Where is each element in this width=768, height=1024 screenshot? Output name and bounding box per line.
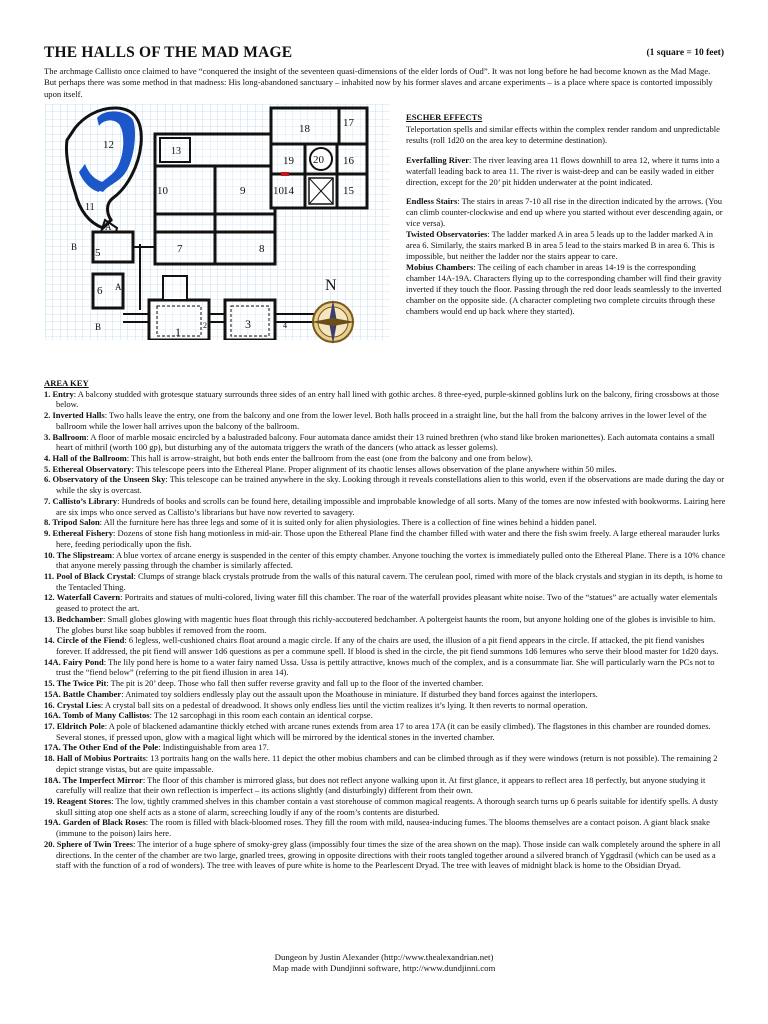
area-key-entry xyxy=(44,635,728,656)
area-key-entry xyxy=(44,742,728,753)
area-key-entry-name: 2. Inverted Halls xyxy=(44,410,105,421)
area-key-entry-name: 6. Observatory of the Unseen Sky xyxy=(44,474,166,485)
map-label-4: 4 xyxy=(283,321,287,330)
area-key-entry-text: : A floor of marble mosaic encircled by a balustraded balcony. Four automata dance amidst their 13 ruined brethren (who stand like broken marionettes). Each automata contains a small heart of mithril (worth 100 gp), but disturbing any of the automata triggers the wrath of the dancers (who attack as lesser golems). xyxy=(56,431,715,453)
room-7 xyxy=(155,232,215,264)
map-label-5: 5 xyxy=(95,247,101,259)
area-key-entry-text: : Dozens of stone fish hang motionless in mid-air. Those upon the Ethereal Plane find the chamber filled with water and there the fish swim freely. A large ethereal marauder lurks here, feeding periodically upon the fish. xyxy=(56,528,720,549)
area-key-entry-name: 15A. Battle Chamber xyxy=(44,688,122,699)
area-key-entry-text: : A blue vortex of arcane energy is suspended in the center of this empty chamber. Anyone touching the vortex is immediately pulled onto the Ethereal Plane. There is a 10% chance that anyone merely passing through the chamber is similarly affected. xyxy=(56,549,726,571)
area-key-entry-text: : This telescope peers into the Ethereal Plane. Proper alignment of its chaotic lenses allows observation of the plane anywhere within 50 miles. xyxy=(131,463,617,474)
area-key-entry xyxy=(44,432,728,453)
page-title: THE HALLS OF THE MAD MAGE xyxy=(44,44,293,61)
area-key-entry-name: 3. Ballroom xyxy=(44,431,87,442)
area-key-entry-name: 5. Ethereal Observatory xyxy=(44,463,132,474)
escher-item-endless-stairs: Endless Stairs: The stairs in areas 7-10 all rise in the direction indicated by the arrows. (You can climb counter-clockwise and end up where you started without ever descending again, or vice versa). xyxy=(406,196,723,229)
area-key-entry-text: : Hundreds of books and scrolls can be found here, detailing impossible and improbable knowledge of all sorts. Many of the tomes are now infested with bookworms. Lairing here are six imps who once served as Callisto’s librarians but have now reverted to savagery. xyxy=(56,495,726,517)
area-key-entry-name: 18A. The Imperfect Mirror xyxy=(44,774,143,785)
area-key-entry-text: : This hall is arrow-straight, but both ends enter the ballroom from the east (one from the balcony and one from below). xyxy=(126,453,533,464)
map-label-19: 19 xyxy=(283,155,294,167)
area-key-entry-text: : The interior of a huge sphere of smoky-grey glass (impossibly four times the size of the area shown on the map). Those inside can walk completely around the sphere in all directions. In the center of the chamber are two large, gnarled trees, growing in opposite directions with their roots tangled together around a silvered branch of Yggdrasil (which can be used as a staff with the function of a rod of wonders). The tree with leaves of pure white is home to the Pearlescent Dryad. The tree with leaves of midnight black is home to the Obsidian Dryad. xyxy=(56,838,721,871)
map-label-9: 9 xyxy=(240,185,246,197)
area-key-entry xyxy=(44,592,728,613)
area-key-entry xyxy=(44,453,728,464)
area-key-entry xyxy=(44,464,728,475)
area-key-entry-text: : The 12 sarcophagi in this room each contain an identical corpse. xyxy=(149,710,373,721)
area-key-entry-text: : The pit is 20’ deep. Those who fall then suffer reverse gravity and fall up to the floor of the inverted chamber. xyxy=(106,678,484,689)
map-label-15: 15 xyxy=(343,185,354,197)
area-key-section xyxy=(44,378,728,871)
area-key-entry-text: : Small globes glowing with magentic hues float through this richly-accoutered bedchamber. A poltergeist haunts the room, but anyone holding one of the globes is invisible to him. The globes burst like soap bubbles if removed from the room. xyxy=(56,613,716,635)
map-label-b-5: B xyxy=(71,242,78,252)
area-key-entry-text: : Two halls leave the entry, one from the balcony and one from the lower level. Both halls proceed in a straight line, but the hall from the balcony arrives in the lower level of the ballroom while the lower hall arrives upon the balcony of the ballroom. xyxy=(56,410,707,431)
area-key-entry-text: : A balcony studded with grotesque statuary surrounds three sides of an entry hall lined with gothic arches. 8 three-eyed, purple-skinned goblins lurk on the balcony, firing crossbows at those below. xyxy=(56,388,720,410)
intro-paragraph: The archmage Callisto once claimed to have “conquered the insight of the seventeen quasi-dimensions of the elder lords of Oud”. It was not long before he had become known as the Mad Mage. But perhaps there was some method in that madness: His long-abandoned sanctuary – inhabited now by his former slaves and arcane experiments – is a place where space is contorted impossibly upon itself. xyxy=(44,66,713,99)
area-key-entry xyxy=(44,796,728,817)
map-label-11: 11 xyxy=(85,202,95,213)
map-label-14: 14 xyxy=(283,185,294,197)
area-key-entry-name: 17. Eldritch Pole xyxy=(44,721,105,731)
area-key-entry-name: 10. The Slipstream xyxy=(44,549,112,560)
area-key-entry-name: 16A. Tomb of Many Callistos xyxy=(44,710,150,721)
area-key-heading: AREA KEY xyxy=(44,378,89,388)
area-key-entry-name: 8. Tripod Salon xyxy=(44,517,100,528)
area-key-entry-name: 1. Entry xyxy=(44,388,74,399)
map-scale: (1 square = 10 feet) xyxy=(646,48,724,58)
page-footer xyxy=(44,952,724,974)
footer-credit-map: Map made with Dundjinni software, http://www.dundjinni.com xyxy=(272,963,496,974)
footer-credit-dungeon: Dungeon by Justin Alexander (http://www.thealexandrian.net) xyxy=(274,952,494,962)
room-8 xyxy=(215,232,275,264)
area-key-entry xyxy=(44,517,728,528)
map-label-6: 6 xyxy=(97,285,103,297)
area-key-entry xyxy=(44,753,728,774)
area-key-entry-text: : Portraits and statues of multi-colored, living water fill this chamber. The roar of the waterfall provides pleasant white noise. Two of the “statues” are actually water elementals geased to protect the art. xyxy=(56,592,718,614)
area-key-entry xyxy=(44,700,728,711)
escher-item-twisted-observatories: Twisted Observatories: The ladder marked A in area 5 leads up to the ladder marked A in area 6. Similarly, the stairs marked B in area 5 lead to the stairs marked B in area 6. This is impossible, but neither the ladder nor the stairs appear to care. xyxy=(406,229,715,261)
compass-north-letter: N xyxy=(325,277,337,294)
map-label-2: 2 xyxy=(203,321,207,330)
area-key-entry-text: : The low, tightly crammed shelves in this chamber contain a vast storehouse of common magical reagents. A thorough search turns up 6 pearls suitable for identify spells. A dusty skull sitting atop one shelf acts as a stone of alarm, screeching loudly if any of the room’s contents are disturbed. xyxy=(56,796,719,817)
area-key-entry-name: 18. Hall of Mobius Portraits xyxy=(44,753,146,764)
area-key-entry-name: 19. Reagent Stores xyxy=(44,796,112,807)
map-label-7: 7 xyxy=(177,243,183,255)
title-row xyxy=(44,44,724,64)
area-key-entry-text: : The lily pond here is home to a water fairy named Ussa. Ussa is pettily attractive, knows much of the complex, and is a consummate liar. She will particularly warn the PCs not to trust the “fiend below” (referring to the pit fiend illusion in area 14). xyxy=(56,656,715,678)
area-key-entry-text: : A pole of blackened adamantine thickly etched with arcane runes extends from area 17 to area 17A (it can be easily climbed). The flagstones in this chamber are rounded domes. Several stones, if pressed upon, glow with a magical light which will be mirrored by the identical stones in the inverted chamber. xyxy=(56,721,711,742)
area-key-entry-name: 9. Ethereal Fishery xyxy=(44,528,114,539)
area-key-list xyxy=(44,389,728,871)
map-label-12: 12 xyxy=(103,139,114,151)
area-key-entry-name: 14A. Fairy Pond xyxy=(44,656,104,667)
area-key-entry xyxy=(44,571,728,592)
escher-heading: ESCHER EFFECTS xyxy=(406,112,483,122)
area-key-entry-name: 11. Pool of Black Crystal xyxy=(44,570,134,581)
area-key-entry-text: : 13 portraits hang on the walls here. 11 depict the other mobius chambers and can be climbed through as if they were windows (return is not possible). The remaining 2 depict strange vistas, but are quite impassable. xyxy=(56,753,718,774)
area-key-entry-name: 7. Callisto’s Library xyxy=(44,495,118,506)
area-key-entry-name: 4. Hall of the Ballroom xyxy=(44,453,127,464)
area-key-entry xyxy=(44,389,728,410)
area-key-entry-text: : A crystal ball sits on a pedestal of dreadwood. It shows only endless lies until the victim realizes it’s lying. It then reverts to normal operation. xyxy=(100,699,588,710)
map-label-b-6: B xyxy=(95,322,102,332)
map-label-17: 17 xyxy=(343,117,354,129)
area-key-entry xyxy=(44,817,728,838)
area-key-entry xyxy=(44,614,728,635)
area-key-entry-name: 17A. The Other End of the Pole xyxy=(44,742,159,753)
area-key-entry-text: : All the furniture here has three legs and some of it is suited only for alien physiologies. There is a collection of fine wines behind a hidden panel. xyxy=(99,517,597,528)
map-label-a-5: A xyxy=(105,222,112,232)
map-label-20: 20 xyxy=(313,154,324,166)
area-key-entry xyxy=(44,775,728,796)
area-key-entry xyxy=(44,657,728,678)
compass-rose-icon xyxy=(307,276,359,348)
map-label-8: 8 xyxy=(259,243,265,255)
area-key-entry xyxy=(44,710,728,721)
area-key-entry-name: 13. Bedchamber xyxy=(44,613,104,624)
area-key-entry xyxy=(44,839,728,871)
area-key-entry-name: 19A. Garden of Black Roses xyxy=(44,817,146,828)
area-key-entry-text: : The room is filled with black-bloomed roses. They fill the room with mild, nausea-inducing fumes. The blooms themselves are a contact poison. A giant black snake (immune to the poison) lairs here. xyxy=(56,817,710,839)
area-key-entry xyxy=(44,410,728,431)
map-label-a-6: A xyxy=(115,282,122,292)
escher-intro: Teleportation spells and similar effects within the complex render random and unpredictable results (roll 1d20 on the area key to determine destination). xyxy=(406,123,720,145)
area-key-entry-name: 20. Sphere of Twin Trees xyxy=(44,838,134,849)
area-key-entry-name: 14. Circle of the Fiend xyxy=(44,635,125,646)
area-key-entry-name: 12. Waterfall Cavern xyxy=(44,592,121,603)
area-key-entry xyxy=(44,678,728,689)
area-key-entry-text: : Clumps of strange black crystals protrude from the walls of this natural cavern. The cerulean pool, rimed with more of the black crystals and stygian in its depth, is home to the Tentacled Thing. xyxy=(56,570,723,592)
escher-item-mobius-chambers: Mobius Chambers: The ceiling of each chamber in areas 14-19 is the corresponding chamber 14A-19A. Characters flying up to the corresponding chamber will find their gravity inverted if they touch the floor. Passing through the red door leads seamlessly to the inverted chamber on the opposite side. (A character completing two complete circuits through these chambers would end up back where they started). xyxy=(406,261,722,316)
area-key-entry-name: 15. The Twice Pit xyxy=(44,678,107,689)
map-label-10b: 10 xyxy=(273,185,284,197)
red-door xyxy=(281,172,289,176)
map-label-18: 18 xyxy=(299,123,310,135)
area-key-entry-text: : This telescope can be trained anywhere in the sky. Looking through it reveals constellations alien to this world, even if the observations are made during the day or while the sky is overcast. xyxy=(56,474,725,496)
area-key-entry-text: : Animated toy soldiers endlessly play out the assault upon the Moathouse in miniature. If disturbed they band forces against the interlopers. xyxy=(121,688,598,699)
map-label-16: 16 xyxy=(343,155,354,167)
area-key-entry xyxy=(44,689,728,700)
area-key-entry-text: : Indistinguishable from area 17. xyxy=(158,742,269,753)
area-key-entry xyxy=(44,496,728,517)
area-key-entry xyxy=(44,528,728,549)
area-key-entry xyxy=(44,550,728,571)
map-label-10: 10 xyxy=(157,185,168,197)
area-key-entry-text: : 6 legless, well-cushioned chairs float around a magic circle. If any of the chairs are used, the illusion of a pit fiend appears in the circle. If attacked, the pit fiend vanishes forever. If addressed, the pit fiend will answer 1d6 questions as per a commune spell. If blood is shed in the circle, the pit fiend summons 1d6 lemures who serve their blood master for 1d20 days. xyxy=(56,635,719,656)
area-key-entry xyxy=(44,474,728,495)
map-label-13: 13 xyxy=(171,146,181,157)
map-label-1: 1 xyxy=(175,325,181,339)
area-key-entry-name: 16. Crystal Lies xyxy=(44,699,101,710)
escher-item-everfalling-river: Everfalling River: The river leaving area 11 flows downhill to area 12, where it turns into a waterfall leading back to area 11. The river is waist-deep and can be easily waded in either direction, except for the 20’ pit hidden underwater at the point indicated. xyxy=(406,154,720,187)
area-key-entry xyxy=(44,721,728,742)
escher-effects-section xyxy=(406,112,726,316)
area-key-entry-text: : The floor of this chamber is mirrored glass, but does not reflect anyone walking upon it. At first glance, it appears to reflect area 18 perfectly, but anyone studying it carefully will realize that their own reflection is imperfect – its actions slightly (and disturbingly) different from their own. xyxy=(56,774,706,796)
map-label-3: 3 xyxy=(245,317,251,331)
